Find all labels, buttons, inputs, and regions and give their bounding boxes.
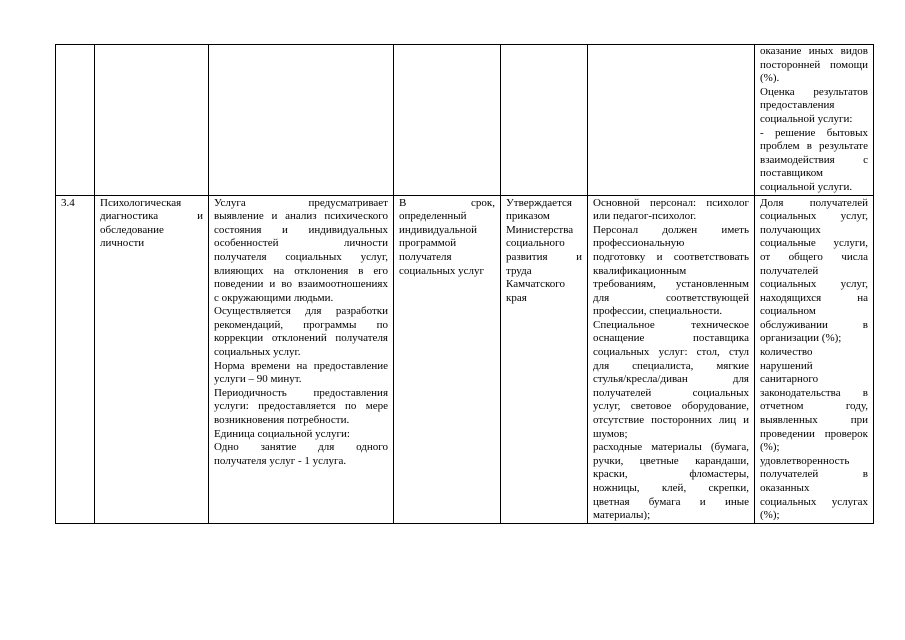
text-line: социальном — [760, 305, 816, 318]
text-line: получателя услуг - 1 услуга. — [214, 454, 347, 467]
text-line: Норма времени на предоставление — [214, 359, 388, 372]
text-line: 3.4 — [61, 196, 75, 209]
text-line: поставщиком — [760, 167, 823, 180]
text-line: Единица социальной услуги: — [214, 427, 350, 440]
text-line: обследование — [100, 223, 164, 236]
cell-provision-conditions — [588, 45, 755, 196]
text-line: для соответствующей — [593, 291, 749, 304]
text-line: для специалиста, мягкие — [593, 359, 749, 372]
text-line: услуг, световое оборудование, — [593, 400, 749, 413]
text-line: индивидуальной — [399, 223, 478, 236]
cell-quality-indicators — [755, 195, 874, 523]
cell-quality-indicators — [755, 45, 874, 196]
text-line: социальных услуг, — [760, 278, 868, 291]
text-line: организации (%); — [760, 332, 842, 345]
cell-service-description — [209, 45, 394, 196]
text-line: Персонал должен иметь — [593, 223, 749, 236]
cell-paragraph — [593, 224, 749, 319]
text-line: получателей — [760, 264, 819, 277]
text-line: коррекции отклонений получателя — [214, 332, 388, 345]
cell-paragraph — [399, 197, 495, 279]
text-line: Осуществляется для разработки — [214, 305, 388, 318]
text-line: рекомендаций, программы по — [214, 318, 388, 331]
text-line: Психологическая — [100, 196, 182, 209]
text-line: выявление и анализ психического — [214, 210, 388, 223]
cell-paragraph — [593, 319, 749, 441]
text-line: Одно занятие для одного — [214, 441, 388, 454]
text-line: профессии, специальности. — [593, 305, 723, 318]
cell-service-name — [95, 195, 209, 523]
text-line: законодательства в — [760, 386, 868, 399]
cell-provision-conditions — [588, 195, 755, 523]
text-line: санитарного — [760, 373, 819, 386]
text-line: социальной услуги. — [760, 180, 853, 193]
text-line: подготовку и соответствовать — [593, 250, 749, 263]
text-line: - решение бытовых — [760, 126, 868, 139]
text-line: социальные услуги, — [760, 237, 868, 250]
text-line: ручки, цветные карандаши, — [593, 454, 749, 467]
cell-paragraph — [61, 197, 89, 211]
text-line: Основной персонал: психолог — [593, 196, 749, 209]
cell-number — [56, 195, 95, 523]
text-line: влияющих на отклонения в его — [214, 264, 388, 277]
text-line: с окружающими людьми. — [214, 291, 334, 304]
text-line: состояния и индивидуальных — [214, 223, 388, 236]
text-line: Камчатского — [506, 278, 566, 291]
table-row — [56, 45, 874, 196]
text-line: или педагог-психолог. — [593, 210, 697, 223]
services-table — [55, 44, 874, 524]
cell-paragraph — [214, 387, 388, 428]
text-line: социального — [506, 237, 565, 250]
cell-number — [56, 45, 95, 196]
text-line: проблем в результате — [760, 140, 868, 153]
text-line: края — [506, 291, 527, 304]
cell-paragraph — [214, 441, 388, 468]
text-line: оказание иных видов — [760, 45, 868, 57]
text-line: Министерства — [506, 223, 574, 236]
text-line: Услуга предусматривает — [214, 196, 388, 209]
text-line: посторонней помощи — [760, 58, 868, 71]
text-line: получателя — [399, 250, 452, 263]
text-line: услуги – 90 минут. — [214, 373, 302, 386]
text-line: (%). — [760, 72, 780, 85]
text-line: услуги: предоставляется по мере — [214, 400, 388, 413]
text-line: программой — [399, 237, 457, 250]
text-line: социальных услуг, — [760, 210, 868, 223]
cell-paragraph — [593, 197, 749, 224]
cell-paragraph — [214, 360, 388, 387]
text-line: нарушений — [760, 359, 813, 372]
cell-paragraph — [593, 441, 749, 523]
text-line: Утверждается — [506, 196, 572, 209]
cell-paragraph — [214, 197, 388, 306]
text-line: Специальное техническое — [593, 318, 749, 331]
text-line: удовлетворенность — [760, 454, 850, 467]
text-line: материалы); — [593, 509, 651, 522]
text-line: (%); — [760, 509, 780, 522]
text-line: получателей в — [760, 468, 868, 481]
text-line: оказанных — [760, 482, 810, 494]
text-line: требованиям, установленным — [593, 278, 749, 291]
cell-tariff — [501, 195, 588, 523]
cell-paragraph — [100, 197, 203, 251]
cell-delivery-term — [394, 195, 501, 523]
cell-tariff — [501, 45, 588, 196]
text-line: получателей социальных — [593, 386, 749, 399]
text-line: диагностика и — [100, 210, 203, 223]
text-line: особенностей личности — [214, 237, 388, 250]
text-line: Оценка результатов — [760, 85, 868, 98]
text-line: ножницы, клей, скрепки, — [593, 482, 749, 494]
cell-paragraph — [760, 346, 868, 455]
cell-paragraph — [760, 455, 868, 523]
table-row — [56, 195, 874, 523]
text-line: квалификационным — [593, 264, 687, 277]
text-line: взаимодействия с — [760, 153, 868, 166]
cell-service-name — [95, 45, 209, 196]
text-line: отсутствие посторонних лиц и — [593, 414, 749, 427]
text-line: (%); — [760, 441, 780, 454]
text-line: труда — [506, 264, 532, 277]
text-line: Периодичность предоставления — [214, 386, 388, 399]
text-line: оснащение поставщика — [593, 332, 749, 345]
cell-service-description — [209, 195, 394, 523]
text-line: находящихся на — [760, 291, 868, 304]
text-line: от общего числа — [760, 250, 868, 263]
cell-paragraph — [760, 45, 868, 86]
cell-paragraph — [506, 197, 582, 306]
cell-paragraph — [760, 197, 868, 347]
text-line: определенный — [399, 210, 467, 223]
text-line: поведении и во взаимоотношениях — [214, 278, 388, 291]
text-line: социальных услуг. — [214, 346, 301, 359]
text-line: В срок, — [399, 196, 495, 209]
text-line: предоставления — [760, 99, 835, 112]
cell-paragraph — [214, 305, 388, 359]
text-line: приказом — [506, 210, 550, 223]
text-line: Доля получателей — [760, 196, 868, 209]
text-line: социальных услуг: стол, стул — [593, 346, 749, 359]
table-body — [56, 45, 874, 524]
text-line: обслуживании в — [760, 318, 868, 331]
text-line: цветная бумага и иные — [593, 495, 749, 508]
text-line: развития и — [506, 250, 582, 263]
text-line: социальных услуг — [399, 264, 485, 277]
text-line: профессиональную — [593, 237, 685, 250]
text-line: проведении проверок — [760, 427, 868, 440]
text-line: социальной услуги: — [760, 112, 853, 125]
text-line: стулья/кресла/диван для — [593, 373, 749, 386]
text-line: социальных услугах — [760, 495, 868, 508]
text-line: количество — [760, 346, 813, 359]
text-line: получающих — [760, 223, 821, 236]
text-line: личности — [100, 237, 145, 250]
text-line: выявленных при — [760, 414, 868, 427]
text-line: краски, фломастеры, — [593, 468, 749, 481]
cell-paragraph — [214, 428, 388, 442]
text-line: отчетном году, — [760, 400, 868, 413]
cell-paragraph — [760, 86, 868, 127]
text-line: расходные материалы (бумага, — [593, 441, 749, 454]
cell-paragraph — [760, 127, 868, 195]
text-line: возникновения потребности. — [214, 414, 350, 427]
text-line: шумов; — [593, 427, 628, 440]
text-line: получателя социальных услуг, — [214, 250, 388, 263]
cell-delivery-term — [394, 45, 501, 196]
